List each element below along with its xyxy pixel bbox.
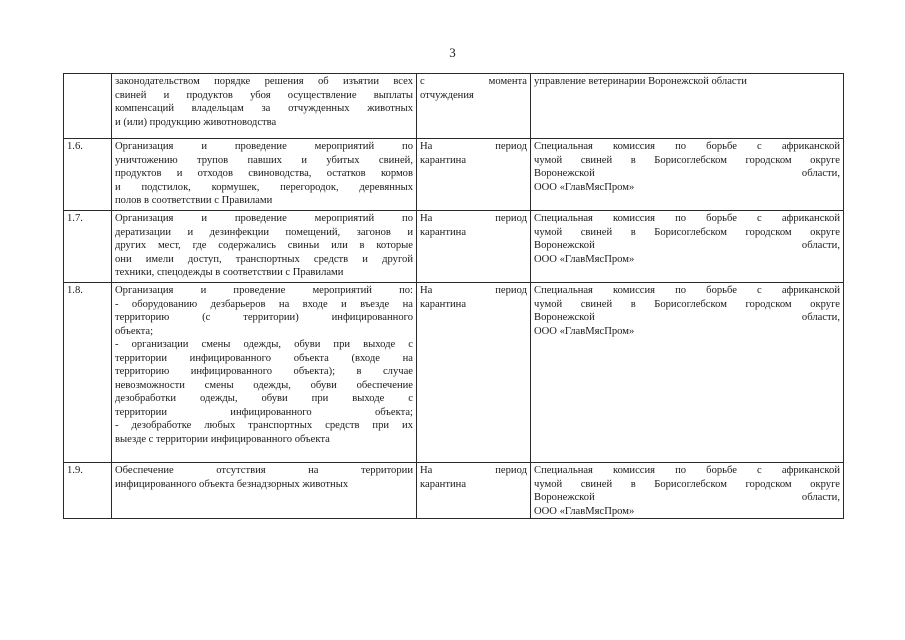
deadline-line: На период [420, 285, 527, 296]
measures-table [63, 73, 844, 519]
event-description-cell [112, 463, 417, 519]
deadline-cell [417, 139, 531, 211]
event-description-line: территории инфицированного объекта (входе на [115, 352, 413, 364]
item-number-cell [64, 74, 112, 139]
event-description-line: - организации смены одежды, обуви при выходе с [115, 339, 413, 350]
event-description-line: и (или) продукцию животноводства [115, 116, 277, 128]
table-row [64, 463, 844, 519]
table-row [64, 74, 844, 139]
item-number-cell: 1.9. [64, 463, 112, 519]
responsible-line: чумой свиней в Борисоглебском городском округе [534, 226, 840, 238]
responsible-cell [531, 74, 844, 139]
event-description-line: дератизации и дезинфекции помещений, загонов и [115, 226, 413, 238]
deadline-line: На период [420, 465, 527, 476]
measures-table-body [64, 74, 844, 519]
deadline-line: На период [420, 141, 527, 152]
event-description-cell [112, 74, 417, 139]
deadline-line: с момента [420, 76, 527, 87]
deadline-line: На период [420, 213, 527, 224]
deadline-line: карантина [420, 226, 467, 238]
event-description-line: территорию (с территории) инфицированного [115, 312, 413, 323]
deadline-line: карантина [420, 298, 467, 310]
responsible-line: ООО «ГлавМясПром» [534, 325, 635, 337]
event-description-line: законодательством порядке решения об изъятии всех [115, 76, 413, 87]
table-row [64, 211, 844, 283]
responsible-cell [531, 283, 844, 463]
event-description-line: техники, спецодежды в соответствии с Правилами [115, 267, 344, 278]
responsible-line: Воронежской области, [534, 492, 840, 503]
event-description-cell [112, 283, 417, 463]
event-description-line: продуктов и отходов свиноводства, остатков кормов [115, 168, 413, 179]
event-description-line: компенсаций владельцам за отчужденных животных [115, 103, 413, 114]
responsible-line: Специальная комиссия по борьбе с африканской [534, 465, 840, 476]
responsible-line: Специальная комиссия по борьбе с африканской [534, 213, 840, 224]
deadline-line: карантина [420, 154, 467, 166]
event-description-line: территории инфицированного объекта; [115, 406, 413, 418]
responsible-cell [531, 463, 844, 519]
event-description-line: объекта; [115, 325, 154, 337]
event-description-line: Организация и проведение мероприятий по: [115, 285, 413, 296]
event-description-line: они имели доступ, транспортных средств и другой [115, 253, 413, 265]
event-description-line: - оборудованию дезбарьеров на входе и въезде на [115, 298, 413, 310]
event-description-line: дезобработки одежды, обуви при выходе с [115, 393, 413, 404]
deadline-line: карантина [420, 478, 467, 490]
table-row [64, 139, 844, 211]
deadline-cell [417, 211, 531, 283]
responsible-cell [531, 211, 844, 283]
event-description-line: полов в соответствии с Правилами [115, 195, 273, 206]
event-description-line: других мест, где содержались свиньи или в которые [115, 240, 413, 251]
page-number: 3 [449, 45, 456, 60]
responsible-line: Воронежской области, [534, 240, 840, 251]
event-description-line: выезде с территории инфицированного объекта [115, 433, 330, 445]
event-description-cell [112, 211, 417, 283]
responsible-line: ООО «ГлавМясПром» [534, 253, 635, 265]
deadline-cell [417, 463, 531, 519]
responsible-line: ООО «ГлавМясПром» [534, 181, 635, 193]
responsible-line: Специальная комиссия по борьбе с африканской [534, 141, 840, 152]
responsible-line: чумой свиней в Борисоглебском городском округе [534, 478, 840, 490]
responsible-line: Воронежской области, [534, 168, 840, 179]
table-row [64, 283, 844, 463]
deadline-cell [417, 283, 531, 463]
event-description-line: уничтожению трупов павших и убитых свиней, [115, 154, 413, 166]
event-description-line: - дезобработке любых транспортных средств при их [115, 420, 413, 431]
event-description-line: невозможности смены одежды, обуви обеспечение [115, 379, 413, 391]
responsible-line: ООО «ГлавМясПром» [534, 505, 635, 517]
event-description-line: свиней и продуктов убоя осуществление выплаты [115, 89, 413, 101]
event-description-line: инфицированного объекта безнадзорных животных [115, 478, 349, 490]
event-description-line: и подстилок, кормушек, перегородок, деревянных [115, 181, 413, 193]
item-number-cell: 1.7. [64, 211, 112, 283]
deadline-cell [417, 74, 531, 139]
responsible-line: чумой свиней в Борисоглебском городском округе [534, 154, 840, 166]
event-description-line: Организация и проведение мероприятий по [115, 213, 413, 224]
item-number-cell: 1.6. [64, 139, 112, 211]
responsible-line: Воронежской области, [534, 312, 840, 323]
responsible-line: управление ветеринарии Воронежской области [534, 76, 747, 87]
event-description-line: Организация и проведение мероприятий по [115, 141, 413, 152]
responsible-line: чумой свиней в Борисоглебском городском округе [534, 298, 840, 310]
event-description-line: Обеспечение отсутствия на территории [115, 465, 413, 476]
event-description-cell [112, 139, 417, 211]
responsible-cell [531, 139, 844, 211]
responsible-line: Специальная комиссия по борьбе с африканской [534, 285, 840, 296]
item-number-cell: 1.8. [64, 283, 112, 463]
event-description-line: территорию инфицированного объекта); в случае [115, 366, 413, 377]
deadline-line: отчуждения [420, 89, 474, 101]
